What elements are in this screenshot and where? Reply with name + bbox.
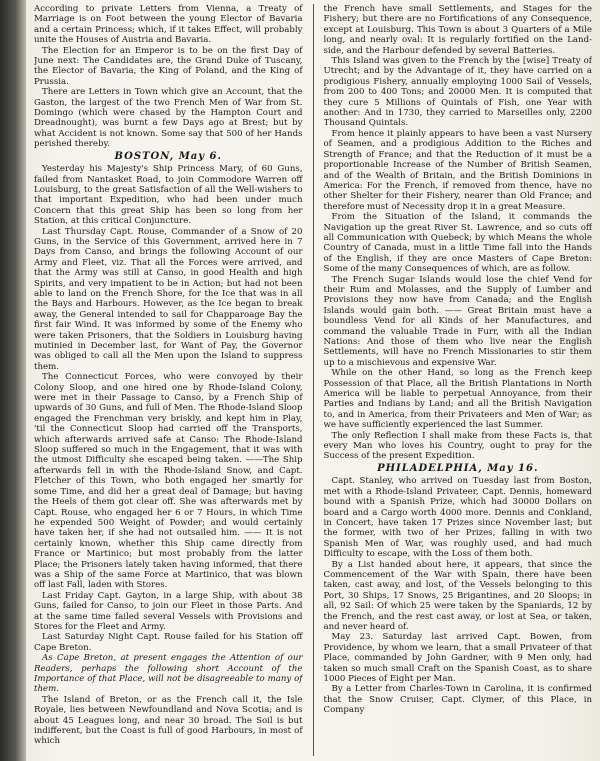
article-paragraph: According to private Letters from Vienna, a Treaty of Marriage is on Foot between the young Elector of Bavaria and a certain Princess; which, if it takes Effect, will probably unite the Houses of Austria and Bavaria. — [34, 4, 303, 46]
article-paragraph: The Connecticut Forces, who were convoyed by their Colony Sloop, and one hired one by Rhode-Island Colony, were met in their Passage to Canso, by a French Ship of upwards of 30 Guns, and full of Men. The Rhode-Island Sloop engaged the Frenchman very briskly, and kept him in Play, 'til the Connecticut Sloop had carried off the Transports, which afterwards arrived safe at Canso: The Rhode-Island Sloop suffered so much in the Engagement, that it was with the utmost Difficulty she escaped being taken. ——The Ship afterwards fell in with the Rhode-Island Snow, and Capt. Fletcher of this Town, who both engaged her smartly for some Time, and did her a great deal of Damage; but having the Heels of them got clear off. She was afterwards met by Capt. Rouse, who engaged her 6 or 7 Hours, in which Time he expended 500 Weight of Powder; and would certainly have taken her, if she had not outsailed him. —— It is not certainly known, whether this Ship came directly from France or Martinico; but most probably from the latter Place; the Prisoners lately taken having informed, that there was a Ship of the same Force at Martinico, that was blown off last Fall, laden with Stores. — [34, 372, 303, 591]
article-paragraph: Last Friday Capt. Gayton, in a large Ship, with about 38 Guns, failed for Canso, to join our Fleet in those Parts. And at the same time failed several Vessels with Provisions and Stores for the Fleet and Army. — [34, 590, 303, 632]
article-paragraph: From hence it plainly appears to have been a vast Nursery of Seamen, and a prodigious Addition to the Riches and Strength of France; and that the Reduction of it must be a proportionable Increase of the Number of British Seamen, and of the Wealth of Britain, and the British Dominions in America: For the French, if removed from thence, have no other Shelter for their Fishery, nearer than Old France; and therefore must of Necessity drop it in a great Measure. — [323, 128, 592, 212]
column-rule — [313, 4, 314, 756]
article-paragraph: There are Letters in Town which give an Account, that the Gaston, the largest of the two French Men of War from St. Domingo (which were chased by the Hampton Court and Dreadnought), was burnt a few Days ago at Brest; but by what Accident is not known. Some say that 500 of her Hands perished thereby. — [34, 87, 303, 150]
boston-dateline: BOSTON, May 6. — [114, 150, 222, 162]
left-column — [34, 4, 303, 756]
philadelphia-dateline: PHILADELPHIA, May 16. — [377, 462, 539, 474]
article-paragraph: The French Sugar Islands would lose the chief Vend for their Rum and Molasses, and the Supply of Lumber and Provisions they now have from Canada; and the English Islands would gain both. —— Great Britain must have a boundless Vend for all Kinds of her Manufactures, and command the valuable Trade in Furr, with all the Indian Nations: And those of them who live near the English Settlements, will have no French Missionaries to stir them up to a mischievous and expensive War. — [323, 274, 592, 368]
book-spine-shadow — [0, 0, 26, 761]
article-paragraph: The Election for an Emperor is to be on the first Day of June next: The Candidates are, the Grand Duke of Tuscany, the Elector of Bavaria, the King of Poland, and the King of Prussia. — [34, 45, 303, 87]
right-column — [324, 4, 593, 756]
article-paragraph: By a List handed about here, it appears, that since the Commencement of the War with Spain, there have been taken, cast away, and lost, of the Vessels belonging to this Port, 30 Ships, 17 Snows, 25 Brigantines, and 20 Sloops; in all, 92 Sail: Of which 25 were taken by the Spaniards, 12 by the French, and the rest cast away, or lost at Sea, or taken, and never heard of. — [323, 559, 592, 632]
article-paragraph: May 23. Saturday last arrived Capt. Bowen, from Providence, by whom we learn, that a small Privateer of that Place, commanded by John Gardner, with 9 Men only, had taken so much small Craft on the Spanish Coast, as to share 1000 Pieces of Eight per Man. — [323, 632, 592, 684]
article-paragraph: the French have small Settlements, and Stages for the Fishery; but there are no Fortifications of any Consequence, except at Louisburg. This Town is about 3 Quarters of a Mile long, and nearly oval: It is regularly fortified on the Land-side, and the Harbour defended by several Batteries. — [323, 4, 592, 56]
article-paragraph: Last Thursday Capt. Rouse, Commander of a Snow of 20 Guns, in the Service of this Government, arrived here in 7 Days from Canso, and brings the following Account of our Army and Fleet, viz. That all the Forces were arrived, and that the Army was still at Canso, in good Health and high Spirits, and very impatient to be in Action; but had not been able to land on the French Shore, for the Ice that was in all the Bays and Harbours. However, as the Ice began to break away, the General intended to sail for Chapparoage Bay the first fair Wind. It was informed by some of the Enemy who were taken Prisoners, that the Soldiers in Louisburg having mutinied in December last, for Want of Pay, the Governor was obliged to call all the Men upon the Island to suppress them. — [34, 226, 303, 372]
intro-note: As Cape Breton, at present engages the Attention of our Readers, perhaps the following short Account of the Importance of that Place, will not be disagreeable to many of them. — [34, 653, 303, 695]
article-paragraph: The only Reflection I shall make from these Facts is, that every Man who loves his Country, ought to pray for the Success of the present Expedition. — [323, 430, 592, 462]
column-container — [34, 4, 592, 756]
article-paragraph: From the Situation of the Island, it commands the Navigation up the great River St. Lawrence, and so cuts off all Communication with Quebeck; by which Means the whole Country of Canada, must in a little Time fall into the Hands of the English, if they are once Masters of Cape Breton: Some of the many Consequences of which, are as follow. — [323, 212, 592, 275]
article-paragraph: Capt. Stanley, who arrived on Tuesday last from Boston, met with a Rhode-Island Privateer, Capt. Dennis, homeward bound with a Spanish Prize, which had 30000 Dollars on board and a Cargo worth 4000 more. Dennis and Conkland, in Concert, have taken 17 Prizes since November last; but the former, with two of her Prizes, falling in with two Spanish Men of War, was roughly used, and had much Difficulty to escape, with the Loss of them both. — [323, 476, 592, 560]
article-paragraph: While on the other Hand, so long as the French keep Possession of that Place, all the British Plantations in North America will be liable to perpetual Annoyance, from their Parties and Indians by Land; and all the British Navigation to, and in America, from their Privateers and Men of War; as we have sufficiently experienced the last Summer. — [323, 368, 592, 431]
article-paragraph: The Island of Breton, or as the French call it, the Isle Royale, lies between Newfoundland and Nova Scotia; and is about 45 Leagues long, and near 30 broad. The Soil is but indifferent, but the Coast is full of good Harbours, in most of which — [34, 694, 303, 747]
article-paragraph: This Island was given to the French by the [wise] Treaty of Utrecht; and by the Advantage of it, they have carried on a prodigious Fishery, annually employing 1000 Sail of Vessels, from 200 to 400 Tons; and 20000 Men. It is computed that they cure 5 Millions of Quintals of Fish, one Year with another: And in 1730, they carried to Marseilles only, 2200 Thousand Quintals. — [323, 56, 592, 129]
article-paragraph: By a Letter from Charles-Town in Carolina, it is confirmed that the Snow Cruiser, Capt. Clymer, of this Place, in Company — [323, 684, 592, 716]
article-paragraph: Last Saturday Night Capt. Rouse failed for his Station off Cape Breton. — [34, 632, 303, 653]
article-paragraph: Yesterday his Majesty's Ship Princess Mary, of 60 Guns, failed from Nantasket Road, to join Commodore Warren off Louisburg, to the great Satisfaction of all the Well-wishers to that important Expedition, who had been under much Concern that this great Ship has been so long from her Station, at this critical Conjuncture. — [34, 164, 303, 227]
